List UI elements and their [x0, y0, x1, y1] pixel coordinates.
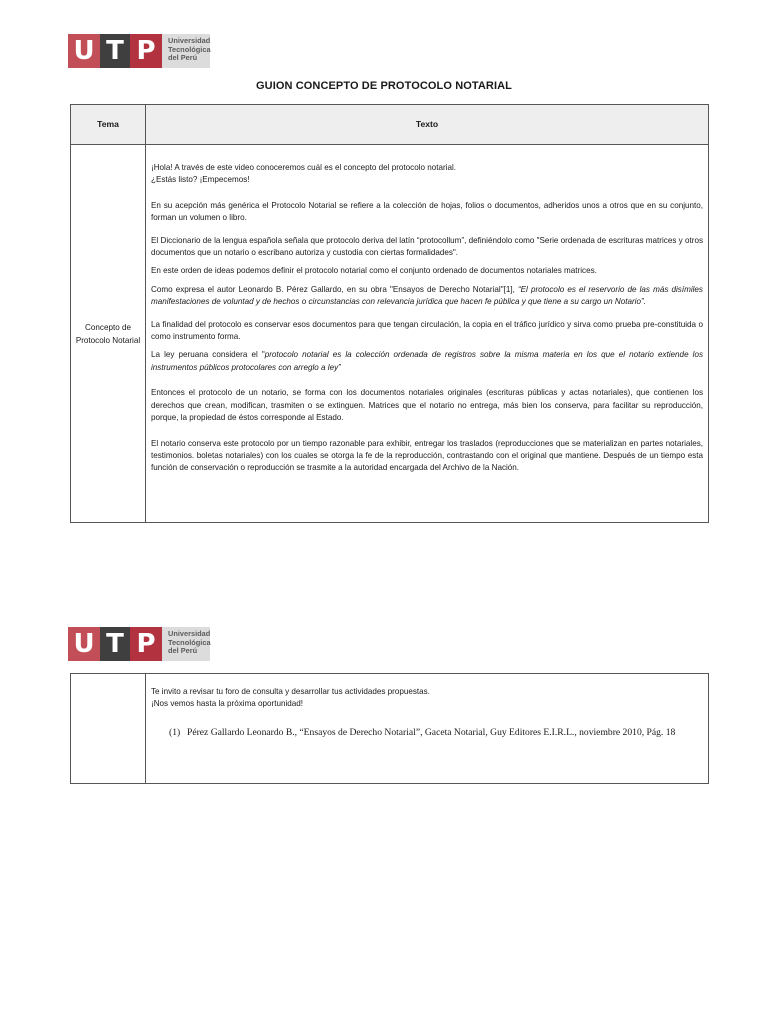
- footnote-number: (1): [169, 726, 181, 738]
- utp-logo: [68, 34, 210, 68]
- logo-wordmark-line: del Perú: [168, 646, 198, 656]
- script-table: [70, 104, 709, 523]
- footnote: [151, 727, 703, 739]
- column-header-texto: Texto: [146, 105, 709, 145]
- paragraph: En este orden de ideas podemos definir el protocolo notarial como el conjunto ordenado de documentos notariales matrices.: [151, 266, 597, 276]
- logo-letter-u: U: [68, 627, 100, 661]
- table-row: [71, 674, 709, 784]
- logo-wordmark-line: del Perú: [168, 53, 198, 63]
- italic-quote: “El protocolo es el reservorio de las más disímiles manifestaciones de voluntad y de hechos o circunstancias con relevancia jurídica que hacen fe pública y que tiene a su cargo un Notario”.: [151, 284, 703, 307]
- tema-cell: Concepto de Protocolo Notarial: [71, 145, 146, 523]
- paragraph-quote: [151, 284, 703, 309]
- logo-wordmark-line: Tecnológica: [168, 44, 211, 54]
- logo-wordmark-line: Universidad: [168, 629, 211, 638]
- utp-logo: [68, 627, 210, 661]
- closing-table: [70, 673, 709, 784]
- logo-wordmark: [162, 34, 210, 68]
- table-row: [71, 145, 709, 523]
- tema-cell: [71, 674, 146, 784]
- paragraph-greeting: ¡Hola! A través de este video conoceremos cuál es el concepto del protocolo notarial.: [151, 163, 457, 172]
- paragraph-greeting-2: ¿Estás listo? ¡Empecemos!: [151, 175, 250, 185]
- logo-wordmark-line: Tecnológica: [168, 637, 211, 647]
- column-header-tema: Tema: [71, 105, 146, 145]
- paragraph: En su acepción más genérica el Protocolo Notarial se refiere a la colección de hojas, folios o documentos, adheridos unos a otros que en su conjunto, forman un volumen o libro.: [151, 200, 703, 223]
- paragraph-farewell: ¡Nos vemos hasta la próxima oportunidad!: [151, 699, 304, 709]
- logo-letter-t: T: [100, 627, 130, 661]
- paragraph: Entonces el protocolo de un notario, se forma con los documentos notariales originales (escrituras públicas y actas notariales), que contienen los derechos que crean, modifican, trasmiten o se extinguen. Matrices que el notario no entrega, más bien los conserva, para facilitar su reproducción, porque, la propiedad de éstos corresponde al Estado.: [151, 388, 703, 423]
- texto-cell: [146, 674, 709, 784]
- paragraph: El Diccionario de la lengua española señala que protocolo deriva del latín “protocollum”, definiéndolo como "Serie ordenada de escrituras matrices y otros documentos que un notario o escribano autoriza y custodia con ciertas formalidades".: [151, 235, 703, 258]
- utp-letter-blocks: [68, 627, 162, 661]
- paragraph: El notario conserva este protocolo por un tiempo razonable para exhibir, entregar los traslados (reproducciones que se materializan en partes notariales, testimonios. boletas notariales) con los cuales se otorga la fe de la reproducción, contrastando con el original que mantiene. Después de un tiempo esta función de conservación o reproducción se trasmite a la autoridad encargada del Archivo de la Nación.: [151, 438, 703, 473]
- paragraph-text: Como expresa el autor Leonardo B. Pérez Gallardo, en su obra "Ensayos de Derecho Notarial"[1],: [151, 284, 518, 294]
- logo-wordmark-line: Universidad: [168, 36, 211, 45]
- paragraph-text: La ley peruana considera el ": [151, 350, 265, 360]
- logo-letter-t: T: [100, 34, 130, 68]
- table-header-row: [71, 105, 709, 145]
- utp-letter-blocks: [68, 34, 162, 68]
- footnote-text: Pérez Gallardo Leonardo B., “Ensayos de Derecho Notarial”, Gaceta Notarial, Guy Editores E.I.R.L., noviembre 2010, Pág. 18: [187, 726, 676, 738]
- logo-letter-p: P: [130, 627, 162, 661]
- texto-cell: [146, 145, 709, 523]
- logo-wordmark: [162, 627, 210, 661]
- page-title: GUION CONCEPTO DE PROTOCOLO NOTARIAL: [256, 80, 512, 92]
- italic-quote: protocolo notarial es la colección ordenada de registros sobre la misma materia en los que el notario extiende los instrumentos públicos protocolares con arreglo a ley”: [151, 350, 703, 372]
- paragraph-quote: [151, 349, 703, 374]
- logo-letter-u: U: [68, 34, 100, 68]
- paragraph: La finalidad del protocolo es conservar esos documentos para que tengan circulación, la copia en el tráfico jurídico y sirva como prueba pre-constituida o como instrumento forma.: [151, 319, 703, 342]
- logo-letter-p: P: [130, 34, 162, 68]
- paragraph-invite: Te invito a revisar tu foro de consulta y desarrollar tus actividades propuestas.: [151, 687, 430, 696]
